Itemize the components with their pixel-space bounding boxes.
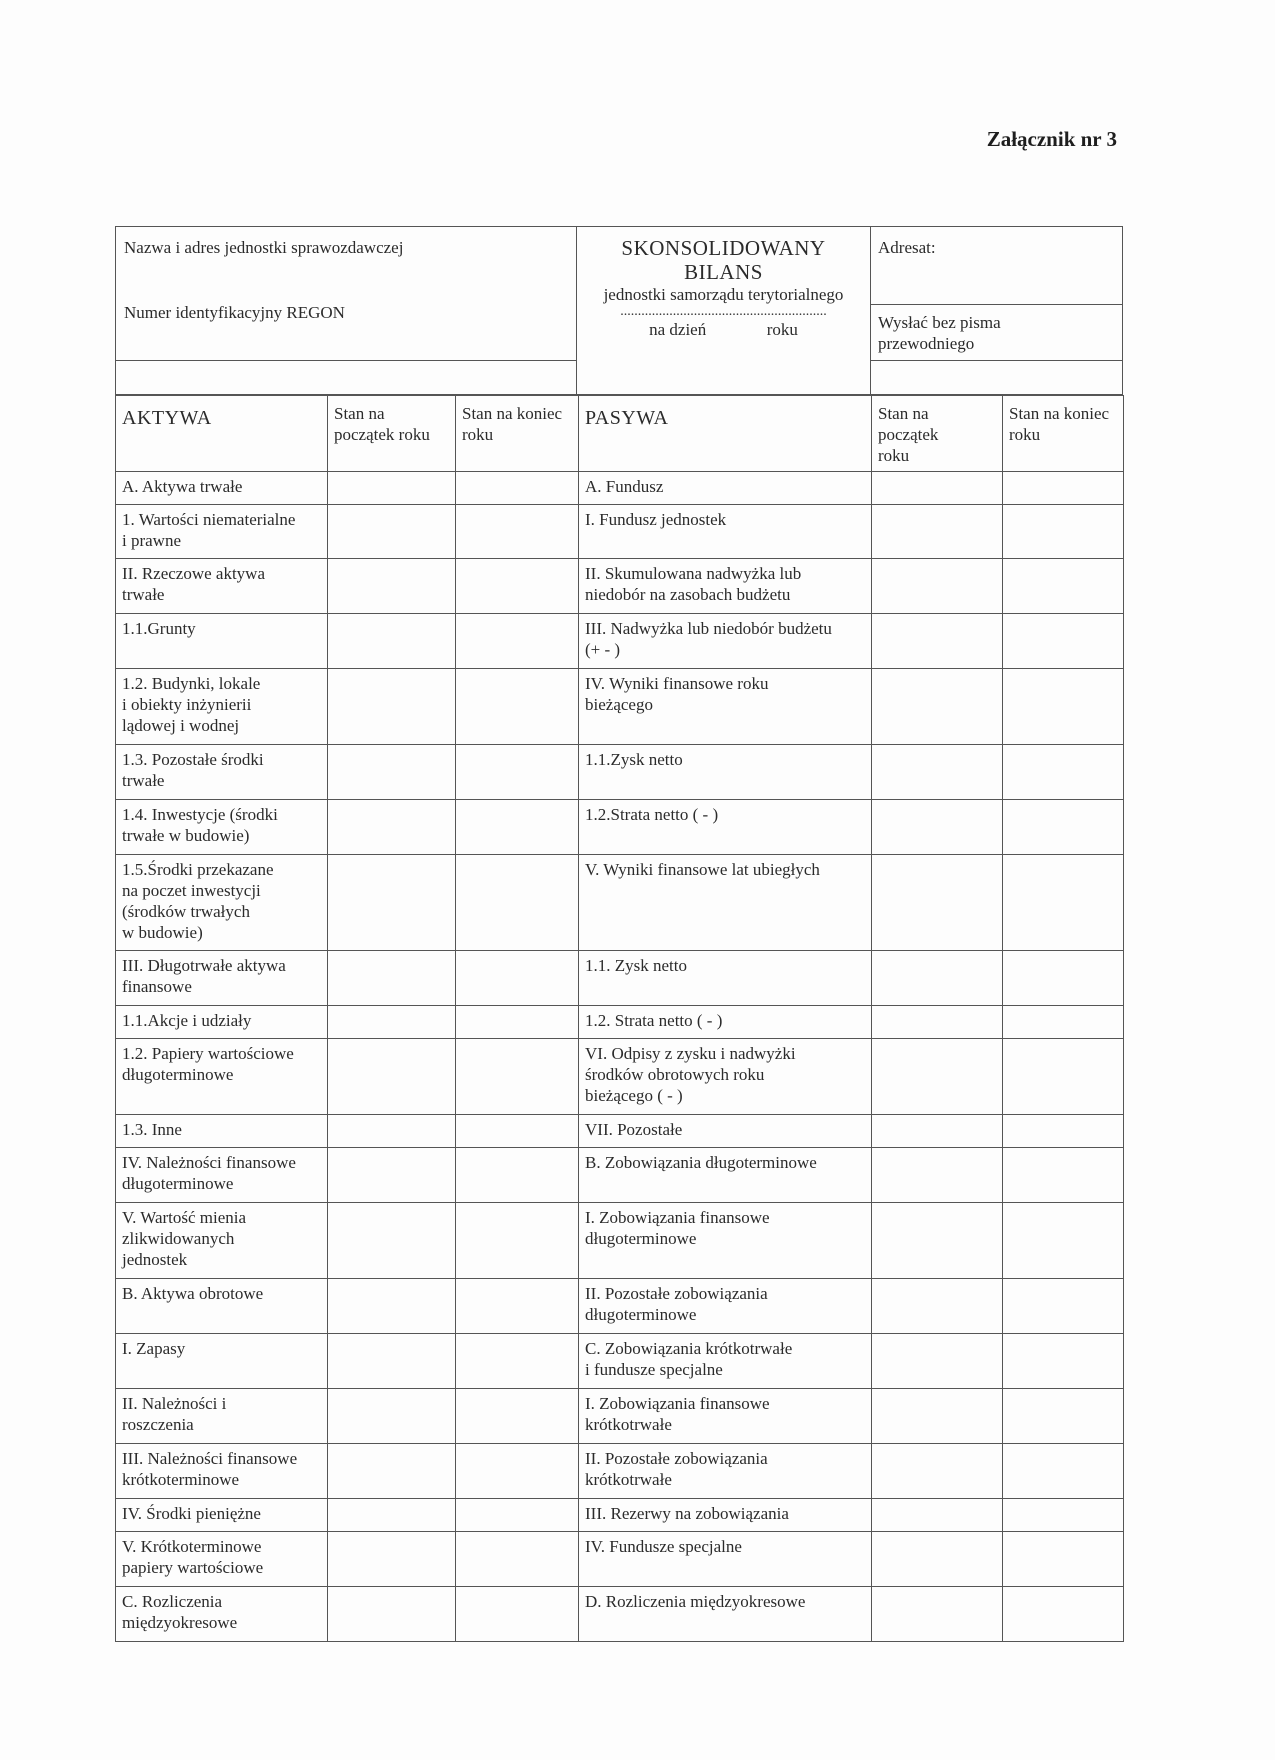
asset-end-value[interactable] — [456, 1444, 579, 1499]
asset-start-value[interactable] — [328, 1532, 456, 1587]
assets-header: AKTYWA — [116, 396, 328, 472]
liability-start-value[interactable] — [872, 745, 1003, 800]
asset-start-value[interactable] — [328, 1115, 456, 1148]
asset-start-value[interactable] — [328, 745, 456, 800]
liability-label: II. Skumulowana nadwyżka lub niedobór na zasobach budżetu — [579, 559, 872, 614]
asset-label: II. Należności i roszczenia — [116, 1389, 328, 1444]
liabilities-start-header: Stan na początek roku — [872, 396, 1003, 472]
assets-end-header: Stan na koniec roku — [456, 396, 579, 472]
asset-label: 1.4. Inwestycje (środki trwałe w budowie) — [116, 800, 328, 855]
asset-start-value[interactable] — [328, 559, 456, 614]
table-row — [116, 800, 1124, 855]
liability-label: II. Pozostałe zobowiązania krótkotrwałe — [579, 1444, 872, 1499]
asset-start-value[interactable] — [328, 951, 456, 1006]
liability-label: VII. Pozostałe — [579, 1115, 872, 1148]
asset-end-value[interactable] — [456, 1115, 579, 1148]
liability-start-value[interactable] — [872, 1006, 1003, 1039]
asset-end-value[interactable] — [456, 669, 579, 745]
liability-end-value[interactable] — [1003, 1444, 1124, 1499]
asset-end-value[interactable] — [456, 951, 579, 1006]
liability-end-value[interactable] — [1003, 800, 1124, 855]
balance-table — [115, 395, 1124, 1642]
asset-start-value[interactable] — [328, 800, 456, 855]
table-row — [116, 745, 1124, 800]
table-row — [116, 559, 1124, 614]
header-line-right-2 — [870, 360, 1122, 361]
asset-start-value[interactable] — [328, 1587, 456, 1642]
table-row — [116, 1499, 1124, 1532]
send-note: Wysłać bez pisma przewodniego — [878, 313, 1001, 353]
table-row — [116, 1389, 1124, 1444]
asset-end-value[interactable] — [456, 1203, 579, 1279]
asset-label: V. Wartość mienia zlikwidowanych jednostek — [116, 1203, 328, 1279]
asset-end-value[interactable] — [456, 1039, 579, 1115]
liability-label: III. Nadwyżka lub niedobór budżetu (+ - ) — [579, 614, 872, 669]
table-row — [116, 472, 1124, 505]
liability-start-value[interactable] — [872, 1587, 1003, 1642]
liability-label: 1.2. Strata netto ( - ) — [579, 1006, 872, 1039]
liability-label: I. Fundusz jednostek — [579, 505, 872, 559]
header-line-left — [116, 360, 576, 361]
unit-name-label: Nazwa i adres jednostki sprawozdawczej — [124, 238, 404, 257]
liability-start-value[interactable] — [872, 1444, 1003, 1499]
asset-end-value[interactable] — [456, 472, 579, 505]
asset-end-value[interactable] — [456, 1279, 579, 1334]
asset-label: C. Rozliczenia międzyokresowe — [116, 1587, 328, 1642]
asset-end-value[interactable] — [456, 1334, 579, 1389]
asset-label: V. Krótkoterminowe papiery wartościowe — [116, 1532, 328, 1587]
liability-start-value[interactable] — [872, 614, 1003, 669]
asset-start-value[interactable] — [328, 1444, 456, 1499]
asset-label: 1. Wartości niematerialne i prawne — [116, 505, 328, 559]
attachment-label: Załącznik nr 3 — [986, 127, 1117, 151]
liability-start-value[interactable] — [872, 1334, 1003, 1389]
asset-start-value[interactable] — [328, 1039, 456, 1115]
liability-end-value[interactable] — [1003, 1334, 1124, 1389]
table-row — [116, 1532, 1124, 1587]
asset-end-value[interactable] — [456, 855, 579, 951]
date-label: na dzień — [649, 320, 707, 339]
liability-label: D. Rozliczenia międzyokresowe — [579, 1587, 872, 1642]
liability-label: V. Wyniki finansowe lat ubiegłych — [579, 855, 872, 951]
asset-label: IV. Należności finansowe długoterminowe — [116, 1148, 328, 1203]
asset-label: 1.1.Akcje i udziały — [116, 1006, 328, 1039]
liability-start-value[interactable] — [872, 505, 1003, 559]
asset-label: 1.3. Pozostałe środki trwałe — [116, 745, 328, 800]
asset-label: 1.5.Środki przekazane na poczet inwestycji (środków trwałych w budowie) — [116, 855, 328, 951]
asset-label: II. Rzeczowe aktywa trwałe — [116, 559, 328, 614]
table-row — [116, 855, 1124, 951]
asset-end-value[interactable] — [456, 1532, 579, 1587]
table-row — [116, 1279, 1124, 1334]
table-row — [116, 1006, 1124, 1039]
liability-end-value[interactable] — [1003, 1279, 1124, 1334]
table-row — [116, 1444, 1124, 1499]
asset-start-value[interactable] — [328, 1499, 456, 1532]
liability-start-value[interactable] — [872, 559, 1003, 614]
asset-end-value[interactable] — [456, 1148, 579, 1203]
liability-end-value[interactable] — [1003, 1499, 1124, 1532]
liability-start-value[interactable] — [872, 1039, 1003, 1115]
asset-end-value[interactable] — [456, 745, 579, 800]
asset-end-value[interactable] — [456, 614, 579, 669]
form-header — [115, 226, 1123, 395]
table-row — [116, 1039, 1124, 1115]
asset-end-value[interactable] — [456, 1587, 579, 1642]
asset-label: 1.2. Papiery wartościowe długoterminowe — [116, 1039, 328, 1115]
liability-label: IV. Wyniki finansowe roku bieżącego — [579, 669, 872, 745]
liability-label: IV. Fundusze specjalne — [579, 1532, 872, 1587]
header-divider-right — [870, 227, 871, 394]
liability-label: 1.2.Strata netto ( - ) — [579, 800, 872, 855]
asset-start-value[interactable] — [328, 472, 456, 505]
liability-end-value[interactable] — [1003, 855, 1124, 951]
asset-start-value[interactable] — [328, 855, 456, 951]
year-label: roku — [766, 320, 798, 339]
report-title — [577, 236, 870, 340]
assets-start-header: Stan na początek roku — [328, 396, 456, 472]
header-line-right-1 — [870, 304, 1122, 305]
addressee-label: Adresat: — [878, 238, 936, 257]
liability-end-value[interactable] — [1003, 472, 1124, 505]
asset-start-value[interactable] — [328, 1389, 456, 1444]
liability-label: I. Zobowiązania finansowe krótkotrwałe — [579, 1389, 872, 1444]
title-line-2: BILANS — [684, 260, 763, 284]
liability-label: B. Zobowiązania długoterminowe — [579, 1148, 872, 1203]
table-row — [116, 1115, 1124, 1148]
asset-end-value[interactable] — [456, 1499, 579, 1532]
table-row — [116, 1148, 1124, 1203]
liability-label: II. Pozostałe zobowiązania długoterminowe — [579, 1279, 872, 1334]
liability-label: 1.1. Zysk netto — [579, 951, 872, 1006]
asset-end-value[interactable] — [456, 1389, 579, 1444]
asset-start-value[interactable] — [328, 1148, 456, 1203]
liabilities-header: PASYWA — [579, 396, 872, 472]
table-row — [116, 1334, 1124, 1389]
asset-start-value[interactable] — [328, 614, 456, 669]
asset-label: A. Aktywa trwałe — [116, 472, 328, 505]
asset-start-value[interactable] — [328, 505, 456, 559]
liabilities-end-header: Stan na koniec roku — [1003, 396, 1124, 472]
asset-label: 1.1.Grunty — [116, 614, 328, 669]
liability-end-value[interactable] — [1003, 1006, 1124, 1039]
asset-label: 1.3. Inne — [116, 1115, 328, 1148]
title-line-3: jednostki samorządu terytorialnego — [603, 285, 844, 304]
regon-label: Numer identyfikacyjny REGON — [124, 303, 345, 322]
date-line — [577, 319, 870, 340]
liability-start-value[interactable] — [872, 1499, 1003, 1532]
liability-label: I. Zobowiązania finansowe długoterminowe — [579, 1203, 872, 1279]
liability-end-value[interactable] — [1003, 614, 1124, 669]
liability-start-value[interactable] — [872, 800, 1003, 855]
asset-end-value[interactable] — [456, 559, 579, 614]
liability-start-value[interactable] — [872, 472, 1003, 505]
asset-label: B. Aktywa obrotowe — [116, 1279, 328, 1334]
liability-start-value[interactable] — [872, 1279, 1003, 1334]
liability-end-value[interactable] — [1003, 1587, 1124, 1642]
liability-label: VI. Odpisy z zysku i nadwyżki środków obrotowych roku bieżącego ( - ) — [579, 1039, 872, 1115]
liability-end-value[interactable] — [1003, 951, 1124, 1006]
liability-end-value[interactable] — [1003, 1203, 1124, 1279]
table-row — [116, 614, 1124, 669]
liability-end-value[interactable] — [1003, 745, 1124, 800]
asset-label: 1.2. Budynki, lokale i obiekty inżynierii lądowej i wodnej — [116, 669, 328, 745]
asset-start-value[interactable] — [328, 1279, 456, 1334]
dotted-line: ........................................................... — [620, 304, 827, 319]
table-row — [116, 1587, 1124, 1642]
liability-end-value[interactable] — [1003, 1148, 1124, 1203]
liability-end-value[interactable] — [1003, 1532, 1124, 1587]
liability-end-value[interactable] — [1003, 505, 1124, 559]
liability-end-value[interactable] — [1003, 1039, 1124, 1115]
table-header-row — [116, 396, 1124, 472]
liability-label: 1.1.Zysk netto — [579, 745, 872, 800]
asset-label: I. Zapasy — [116, 1334, 328, 1389]
table-row — [116, 669, 1124, 745]
table-row — [116, 951, 1124, 1006]
asset-label: IV. Środki pieniężne — [116, 1499, 328, 1532]
title-line-1: SKONSOLIDOWANY — [621, 236, 826, 260]
liability-end-value[interactable] — [1003, 1115, 1124, 1148]
liability-start-value[interactable] — [872, 669, 1003, 745]
liability-end-value[interactable] — [1003, 1389, 1124, 1444]
asset-start-value[interactable] — [328, 1006, 456, 1039]
asset-start-value[interactable] — [328, 1203, 456, 1279]
liability-label: III. Rezerwy na zobowiązania — [579, 1499, 872, 1532]
table-row — [116, 1203, 1124, 1279]
asset-end-value[interactable] — [456, 800, 579, 855]
liability-label: A. Fundusz — [579, 472, 872, 505]
asset-label: III. Długotrwałe aktywa finansowe — [116, 951, 328, 1006]
liability-end-value[interactable] — [1003, 559, 1124, 614]
asset-start-value[interactable] — [328, 669, 456, 745]
table-row — [116, 505, 1124, 559]
liability-start-value[interactable] — [872, 951, 1003, 1006]
liability-start-value[interactable] — [872, 1203, 1003, 1279]
liability-start-value[interactable] — [872, 1389, 1003, 1444]
liability-start-value[interactable] — [872, 1115, 1003, 1148]
liability-end-value[interactable] — [1003, 669, 1124, 745]
liability-start-value[interactable] — [872, 1148, 1003, 1203]
asset-start-value[interactable] — [328, 1334, 456, 1389]
asset-end-value[interactable] — [456, 1006, 579, 1039]
liability-start-value[interactable] — [872, 1532, 1003, 1587]
liability-label: C. Zobowiązania krótkotrwałe i fundusze specjalne — [579, 1334, 872, 1389]
asset-end-value[interactable] — [456, 505, 579, 559]
liability-start-value[interactable] — [872, 855, 1003, 951]
asset-label: III. Należności finansowe krótkoterminowe — [116, 1444, 328, 1499]
